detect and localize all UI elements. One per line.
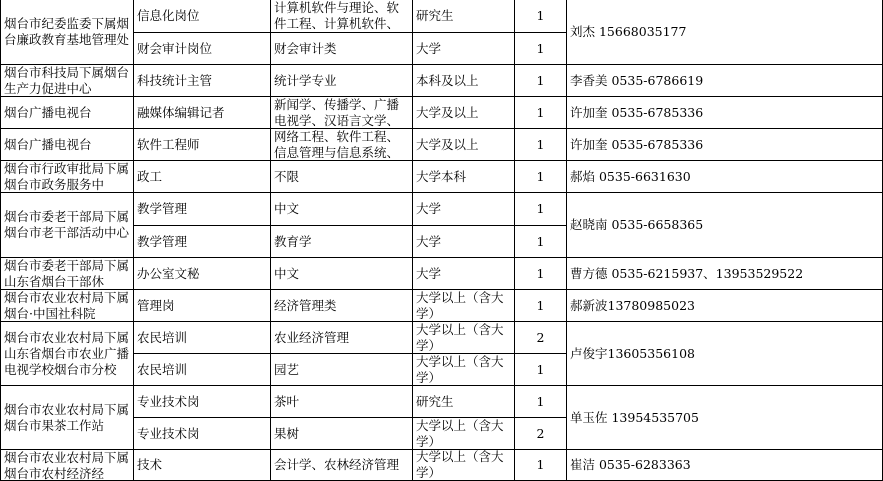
major-cell: 教育学 [274, 233, 312, 249]
count-cell: 2 [536, 329, 545, 345]
education-cell: 大学 [416, 233, 442, 249]
count-cell: 1 [536, 72, 545, 88]
position-cell: 软件工程师 [137, 136, 200, 152]
education-cell: 大学 [416, 40, 442, 56]
education-cell: 大学以上（含大学） [416, 450, 504, 480]
education-cell: 大学本科 [416, 168, 467, 184]
contact-cell: 许加奎 0535-6785336 [570, 104, 704, 120]
unit-cell: 烟台市委老干部局下属烟台市老干部活动中心 [4, 209, 130, 240]
contact-cell: 曹方德 0535-6215937、13953529522 [570, 265, 804, 281]
unit-cell: 烟台市委老干部局下属山东省烟台干部休 [4, 258, 130, 289]
unit-cell: 烟台市纪委监委下属烟台廉政教育基地管理处 [4, 16, 130, 47]
major-cell: 茶叶 [274, 393, 300, 409]
contact-cell: 赵晓南 0535-6658365 [570, 217, 704, 232]
education-cell: 研究生 [416, 393, 454, 409]
position-cell: 技术 [137, 457, 163, 472]
count-cell: 1 [536, 457, 545, 472]
unit-cell: 烟台市农业农村局下属烟台市果茶工作站 [4, 401, 130, 433]
education-cell: 大学 [416, 201, 442, 216]
contact-cell: 卢俊宇13605356108 [570, 345, 695, 361]
contact-cell: 郝焰 0535-6631630 [570, 168, 691, 184]
position-cell: 教学管理 [137, 233, 188, 249]
position-cell: 信息化岗位 [137, 8, 200, 23]
contact-cell: 许加奎 0535-6785336 [570, 136, 704, 152]
major-cell: 果树 [274, 425, 300, 441]
major-cell: 会计学、农林经济管理 [274, 457, 400, 472]
count-cell: 1 [536, 40, 545, 56]
education-cell: 大学以上（含大学） [416, 290, 504, 321]
count-cell: 1 [536, 297, 545, 313]
count-cell: 1 [536, 361, 545, 377]
major-cell: 农业经济管理 [274, 329, 350, 345]
position-cell: 办公室文秘 [137, 265, 200, 281]
major-cell: 园艺 [274, 361, 300, 377]
unit-cell: 烟台市行政审批局下属烟台市政务服务中 [4, 161, 130, 192]
education-cell: 大学以上（含大学） [416, 418, 504, 449]
education-cell: 大学及以上 [416, 104, 479, 120]
contact-cell: 李香美 0535-6786619 [570, 72, 704, 88]
education-cell: 大学 [416, 265, 442, 281]
position-cell: 财会审计岗位 [137, 40, 213, 56]
contact-cell: 刘杰 15668035177 [570, 24, 687, 39]
position-cell: 专业技术岗 [137, 425, 200, 441]
position-cell: 农民培训 [137, 361, 188, 377]
count-cell: 2 [536, 425, 545, 441]
major-cell: 财会审计类 [274, 40, 337, 56]
contact-cell: 单玉佐 13954535705 [570, 409, 699, 425]
position-cell: 教学管理 [137, 201, 188, 216]
major-cell: 不限 [274, 168, 300, 184]
major-cell: 新闻学、传播学、广播电视学、汉语言文学、 [274, 97, 400, 128]
unit-cell: 烟台广播电视台 [4, 104, 92, 120]
count-cell: 1 [536, 233, 545, 249]
position-cell: 农民培训 [137, 329, 188, 345]
major-cell: 中文 [274, 265, 300, 281]
count-cell: 1 [536, 265, 545, 281]
count-cell: 1 [536, 104, 545, 120]
education-cell: 大学以上（含大学） [416, 354, 504, 385]
contact-cell: 郝新波13780985023 [570, 297, 695, 313]
position-cell: 管理岗 [137, 297, 175, 313]
position-cell: 专业技术岗 [137, 393, 200, 409]
unit-cell: 烟台市科技局下属烟台生产力促进中心 [4, 65, 130, 96]
count-cell: 1 [536, 136, 545, 152]
unit-cell: 烟台市农业农村局下属烟台·中国社科院 [4, 290, 130, 321]
position-cell: 融媒体编辑记者 [137, 104, 225, 120]
count-cell: 1 [536, 168, 545, 184]
count-cell: 1 [536, 8, 545, 23]
major-cell: 计算机软件与理论、软件工程、计算机软件、 [274, 0, 400, 31]
unit-cell: 烟台广播电视台 [4, 136, 92, 152]
major-cell: 经济管理类 [274, 297, 337, 313]
position-cell: 科技统计主管 [137, 72, 213, 88]
major-cell: 统计学专业 [274, 72, 337, 88]
unit-cell: 烟台市农业农村局下属山东省烟台市农业广播电视学校烟台市分校 [4, 329, 130, 377]
contact-cell: 崔洁 0535-6283363 [570, 457, 691, 472]
unit-cell: 烟台市农业农村局下属烟台市农村经济经 [4, 450, 130, 480]
education-cell: 本科及以上 [416, 72, 479, 88]
major-cell: 中文 [274, 201, 300, 216]
education-cell: 大学及以上 [416, 136, 479, 152]
education-cell: 研究生 [416, 8, 454, 23]
count-cell: 1 [536, 393, 545, 409]
education-cell: 大学以上（含大学） [416, 322, 504, 353]
major-cell: 网络工程、软件工程、信息管理与信息系统、 [274, 129, 400, 160]
count-cell: 1 [536, 201, 545, 216]
position-cell: 政工 [137, 168, 163, 184]
